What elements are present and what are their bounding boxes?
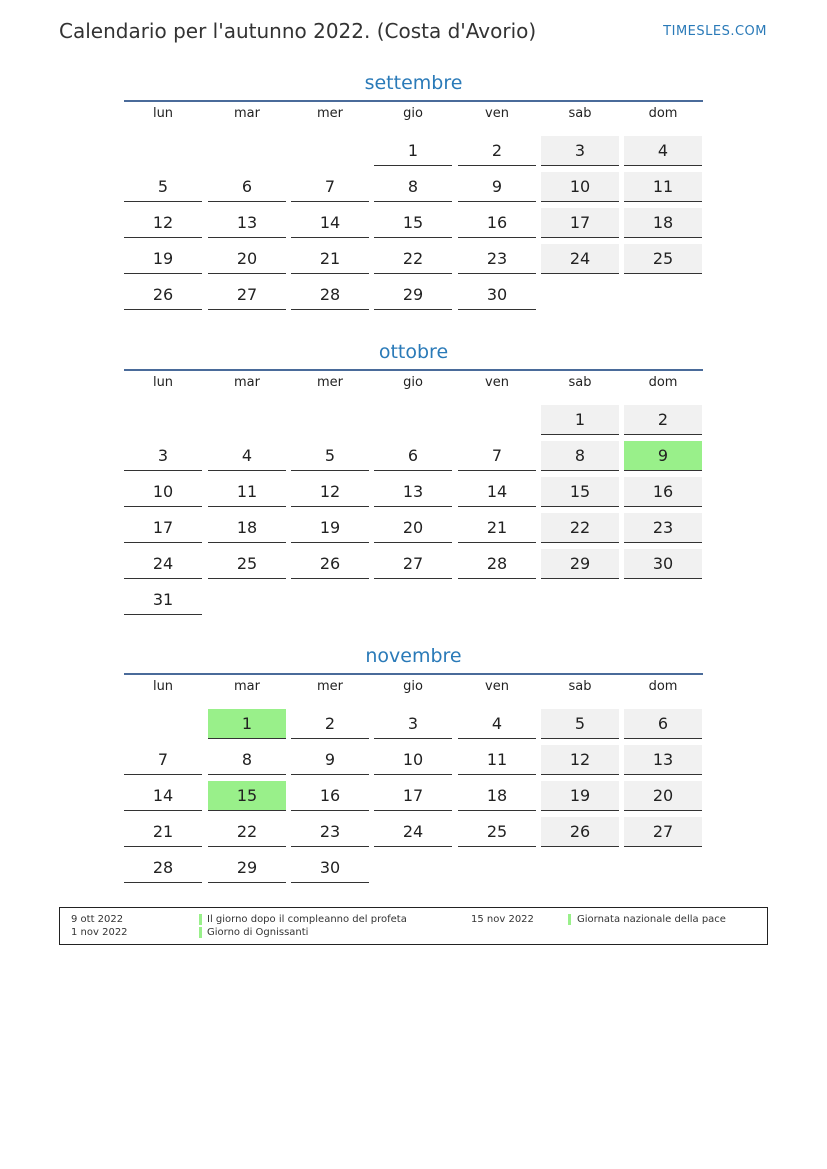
day-cell: 19 — [124, 244, 202, 274]
month-title: novembre — [365, 645, 462, 667]
day-cell: 14 — [291, 208, 369, 238]
weekday-label: ven — [485, 375, 509, 390]
weekday-header — [124, 679, 703, 699]
day-cell: 23 — [624, 513, 702, 543]
day-cell: 3 — [124, 441, 202, 471]
legend-date: 1 nov 2022 — [71, 927, 128, 938]
day-cell: 2 — [458, 136, 536, 166]
day-cell: 28 — [124, 853, 202, 883]
day-cell: 3 — [374, 709, 452, 739]
header-rule — [124, 369, 703, 371]
day-cell: 10 — [124, 477, 202, 507]
day-cell: 10 — [541, 172, 619, 202]
day-cell: 13 — [374, 477, 452, 507]
day-cell: 24 — [124, 549, 202, 579]
day-cell: 8 — [208, 745, 286, 775]
weekday-label: sab — [568, 106, 592, 121]
day-cell: 25 — [624, 244, 702, 274]
day-cell: 18 — [208, 513, 286, 543]
weekday-label: lun — [152, 106, 174, 121]
weekday-label: dom — [648, 375, 678, 390]
site-link[interactable]: TIMESLES.COM — [663, 24, 767, 39]
day-cell: 1 — [374, 136, 452, 166]
day-cell: 1 — [541, 405, 619, 435]
legend-name: Giornata nazionale della pace — [577, 914, 726, 925]
weekday-header — [124, 106, 703, 126]
legend-date: 9 ott 2022 — [71, 914, 124, 925]
holiday-legend — [59, 907, 768, 945]
weekday-label: mar — [234, 106, 260, 121]
day-cell: 13 — [624, 745, 702, 775]
day-cell: 17 — [374, 781, 452, 811]
day-cell: 22 — [374, 244, 452, 274]
day-cell: 21 — [124, 817, 202, 847]
day-cell: 15 — [541, 477, 619, 507]
day-cell: 11 — [624, 172, 702, 202]
day-cell: 13 — [208, 208, 286, 238]
day-cell: 16 — [291, 781, 369, 811]
weekday-label: mer — [316, 679, 343, 694]
day-cell: 9 — [458, 172, 536, 202]
day-cell: 26 — [124, 280, 202, 310]
weekday-label: gio — [403, 375, 423, 390]
day-cell: 29 — [208, 853, 286, 883]
day-cell: 25 — [208, 549, 286, 579]
day-cell: 22 — [541, 513, 619, 543]
legend-name: Giorno di Ognissanti — [207, 927, 309, 938]
day-cell: 18 — [624, 208, 702, 238]
month-novembre — [124, 643, 703, 877]
day-cell: 27 — [374, 549, 452, 579]
weekday-label: sab — [568, 375, 592, 390]
day-cell: 6 — [208, 172, 286, 202]
day-cell: 24 — [541, 244, 619, 274]
weekday-label: sab — [568, 679, 592, 694]
legend-date: 15 nov 2022 — [471, 914, 534, 925]
month-settembre — [124, 70, 703, 304]
day-cell: 3 — [541, 136, 619, 166]
day-cell: 17 — [124, 513, 202, 543]
month-ottobre — [124, 339, 703, 609]
weekday-header — [124, 375, 703, 395]
day-cell: 25 — [458, 817, 536, 847]
holiday-day-cell: 1 — [208, 709, 286, 739]
day-cell: 17 — [541, 208, 619, 238]
day-cell: 15 — [374, 208, 452, 238]
weekday-label: mer — [316, 106, 343, 121]
day-cell: 28 — [458, 549, 536, 579]
day-cell: 14 — [458, 477, 536, 507]
day-cell: 26 — [291, 549, 369, 579]
month-title: settembre — [364, 72, 463, 94]
weekday-label: mar — [234, 375, 260, 390]
day-cell: 4 — [458, 709, 536, 739]
weekday-label: mar — [234, 679, 260, 694]
day-cell: 5 — [124, 172, 202, 202]
day-cell: 30 — [291, 853, 369, 883]
day-cell: 27 — [624, 817, 702, 847]
header-rule — [124, 100, 703, 102]
day-cell: 2 — [291, 709, 369, 739]
legend-name: Il giorno dopo il compleanno del profeta — [207, 914, 407, 925]
day-cell: 20 — [374, 513, 452, 543]
day-cell: 7 — [458, 441, 536, 471]
holiday-color-marker — [199, 914, 202, 925]
weekday-label: dom — [648, 106, 678, 121]
day-cell: 5 — [541, 709, 619, 739]
holiday-color-marker — [568, 914, 571, 925]
holiday-day-cell: 9 — [624, 441, 702, 471]
day-cell: 4 — [208, 441, 286, 471]
day-cell: 18 — [458, 781, 536, 811]
day-cell: 20 — [624, 781, 702, 811]
weekday-label: mer — [316, 375, 343, 390]
day-cell: 23 — [291, 817, 369, 847]
weekday-label: ven — [485, 679, 509, 694]
day-cell: 9 — [291, 745, 369, 775]
weekday-label: lun — [152, 375, 174, 390]
day-cell: 6 — [374, 441, 452, 471]
day-cell: 29 — [374, 280, 452, 310]
day-cell: 2 — [624, 405, 702, 435]
header-rule — [124, 673, 703, 675]
day-cell: 16 — [458, 208, 536, 238]
day-cell: 7 — [291, 172, 369, 202]
day-cell: 16 — [624, 477, 702, 507]
day-cell: 10 — [374, 745, 452, 775]
day-cell: 30 — [458, 280, 536, 310]
day-cell: 12 — [124, 208, 202, 238]
day-cell: 7 — [124, 745, 202, 775]
day-cell: 19 — [291, 513, 369, 543]
day-cell: 11 — [458, 745, 536, 775]
weekday-label: dom — [648, 679, 678, 694]
day-cell: 19 — [541, 781, 619, 811]
day-cell: 21 — [291, 244, 369, 274]
day-cell: 12 — [541, 745, 619, 775]
weekday-label: lun — [152, 679, 174, 694]
day-cell: 27 — [208, 280, 286, 310]
day-cell: 30 — [624, 549, 702, 579]
weekday-label: gio — [403, 106, 423, 121]
day-cell: 12 — [291, 477, 369, 507]
month-title: ottobre — [378, 341, 449, 363]
day-cell: 8 — [374, 172, 452, 202]
day-cell: 28 — [291, 280, 369, 310]
day-cell: 24 — [374, 817, 452, 847]
day-cell: 8 — [541, 441, 619, 471]
day-cell: 21 — [458, 513, 536, 543]
day-cell: 23 — [458, 244, 536, 274]
weekday-label: ven — [485, 106, 509, 121]
day-cell: 26 — [541, 817, 619, 847]
day-cell: 31 — [124, 585, 202, 615]
holiday-day-cell: 15 — [208, 781, 286, 811]
day-cell: 5 — [291, 441, 369, 471]
day-cell: 14 — [124, 781, 202, 811]
day-cell: 29 — [541, 549, 619, 579]
day-cell: 20 — [208, 244, 286, 274]
holiday-color-marker — [199, 927, 202, 938]
day-cell: 11 — [208, 477, 286, 507]
day-cell: 6 — [624, 709, 702, 739]
day-cell: 4 — [624, 136, 702, 166]
page-title: Calendario per l'autunno 2022. (Costa d'Avorio) — [59, 19, 537, 43]
weekday-label: gio — [403, 679, 423, 694]
day-cell: 22 — [208, 817, 286, 847]
